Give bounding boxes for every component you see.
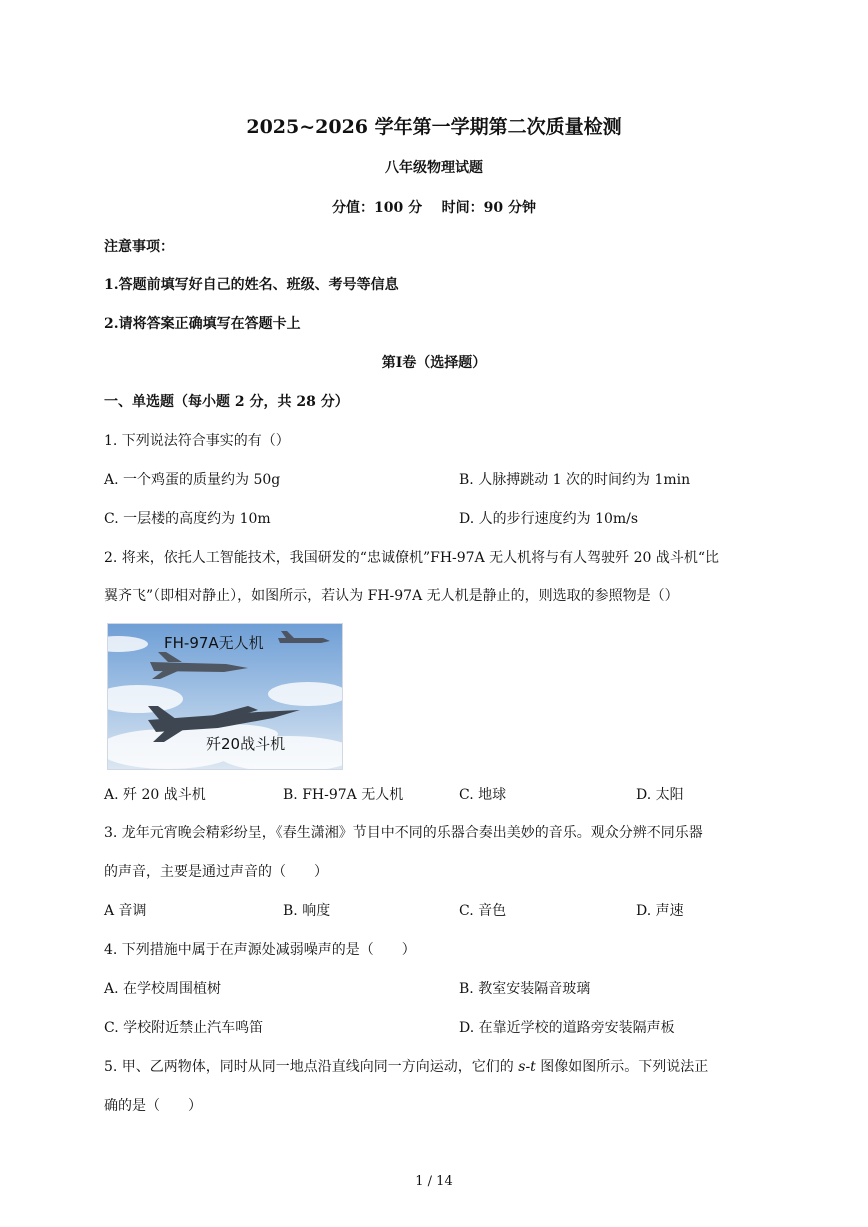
question-5-stem (104, 1057, 708, 1077)
question-3-stem: 的声音，主要是通过声音的（ ） (104, 864, 328, 880)
question-4-option-a: A. 在学校周围植树 (104, 981, 222, 997)
figure-label-drone: FH-97A无人机 (164, 634, 264, 652)
question-1-option-d: D. 人的步行速度约为 10m/s (459, 511, 639, 527)
question-2-option-d: D. 太阳 (636, 787, 684, 803)
question-4-option-c: C. 学校附近禁止汽车鸣笛 (104, 1020, 264, 1036)
question-1-stem: 1. 下列说法符合事实的有（） (104, 433, 290, 449)
page-title: 2025~2026 学年第一学期第二次质量检测 (246, 116, 622, 138)
question-1-option-b: B. 人脉搏跳动 1 次的时间约为 1min (459, 472, 691, 488)
question-5-stem: 确的是（ ） (104, 1098, 202, 1114)
question-2-stem: 2. 将来，依托人工智能技术，我国研发的“忠诚僚机”FH-97A 无人机将与有人驾驶歼 20 战斗机“比 (104, 550, 720, 566)
notice-item: 1.答题前填写好自己的姓名、班级、考号等信息 (104, 277, 399, 293)
question-4-option-d: D. 在靠近学校的道路旁安装隔声板 (459, 1020, 675, 1036)
question-2-stem: 翼齐飞”（即相对静止），如图所示，若认为 FH-97A 无人机是静止的，则选取的参照物是（） (104, 588, 679, 604)
question-3-option-a: A 音调 (104, 903, 147, 919)
st-graph-term: s-t (518, 1059, 536, 1075)
question-3-option-c: C. 音色 (459, 903, 507, 919)
question-4-option-b: B. 教室安装隔音玻璃 (459, 981, 591, 997)
notice-item: 2.请将答案正确填写在答题卡上 (104, 316, 301, 332)
page-subtitle: 八年级物理试题 (385, 160, 483, 176)
volume-heading: 第Ⅰ卷（选择题） (381, 355, 487, 371)
aircraft-figure (107, 623, 343, 770)
question-3-stem: 3. 龙年元宵晚会精彩纷呈，《春生潇湘》节目中不同的乐器合奏出美妙的音乐。观众分辨不同乐器 (104, 825, 703, 841)
notice-heading: 注意事项： (104, 239, 174, 255)
question-5-stem-text: 图像如图所示。下列说法正 (535, 1059, 709, 1075)
question-5-stem-text: 5. 甲、乙两物体，同时从同一地点沿直线向同一方向运动，它们的 (104, 1059, 519, 1075)
question-4-stem: 4. 下列措施中属于在声源处减弱噪声的是（ ） (104, 942, 416, 958)
figure-label-fighter: 歼20战斗机 (206, 735, 286, 753)
question-3-option-b: B. 响度 (283, 903, 331, 919)
page-number: 1 / 14 (415, 1174, 453, 1189)
part-heading: 一、单选题（每小题 2 分，共 28 分） (104, 394, 349, 410)
exam-meta: 分值：100 分 时间：90 分钟 (332, 200, 536, 216)
question-3-option-d: D. 声速 (636, 903, 684, 919)
question-2-option-c: C. 地球 (459, 787, 507, 803)
question-1-option-c: C. 一层楼的高度约为 10m (104, 511, 271, 527)
question-1-option-a: A. 一个鸡蛋的质量约为 50g (104, 472, 281, 488)
question-2-option-a: A. 歼 20 战斗机 (104, 787, 206, 803)
question-2-option-b: B. FH-97A 无人机 (283, 787, 404, 803)
